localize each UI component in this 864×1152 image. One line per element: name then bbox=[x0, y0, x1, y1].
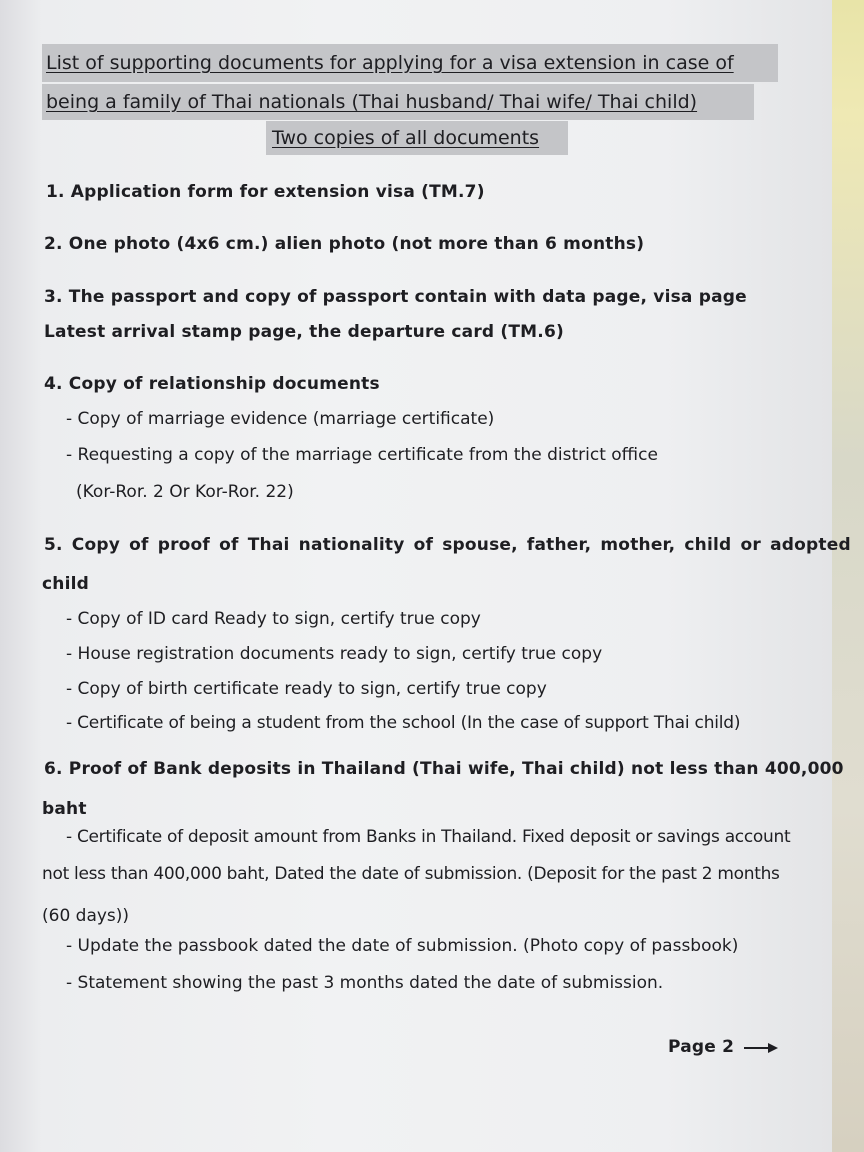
item-3-line-2: Latest arrival stamp page, the departure card (TM.6) bbox=[44, 322, 564, 342]
item-5-sub-3: - Copy of birth certificate ready to sign, certify true copy bbox=[66, 679, 547, 699]
item-4-sub-2-cont: (Kor-Ror. 2 Or Kor-Ror. 22) bbox=[76, 482, 294, 502]
item-2: 2. One photo (4x6 cm.) alien photo (not more than 6 months) bbox=[44, 234, 645, 254]
item-6-heading-line-2: baht bbox=[42, 799, 87, 819]
item-6-sub-3: - Statement showing the past 3 months dated the date of submission. bbox=[66, 973, 664, 993]
item-6-sub-1-line-1: - Certificate of deposit amount from Banks in Thailand. Fixed deposit or savings account bbox=[66, 827, 791, 847]
item-5-sub-2: - House registration documents ready to sign, certify true copy bbox=[66, 644, 603, 664]
item-6-sub-1-line-3: (60 days)) bbox=[42, 906, 130, 926]
item-4-heading: 4. Copy of relationship documents bbox=[44, 374, 380, 394]
item-5-heading-line-2: child bbox=[42, 574, 90, 594]
item-4-sub-2: - Requesting a copy of the marriage certificate from the district office bbox=[66, 445, 658, 465]
title-line-2: being a family of Thai nationals (Thai husband/ Thai wife/ Thai child) bbox=[46, 91, 698, 113]
item-5-heading-line-1: 5. Copy of proof of Thai nationality of spouse, father, mother, child or adopted bbox=[44, 535, 851, 555]
item-5-sub-1: - Copy of ID card Ready to sign, certify true copy bbox=[66, 609, 481, 629]
item-5-sub-4: - Certificate of being a student from the school (In the case of support Thai child) bbox=[66, 713, 741, 733]
item-4-sub-1: - Copy of marriage evidence (marriage certificate) bbox=[66, 409, 495, 429]
item-3-line-1: 3. The passport and copy of passport contain with data page, visa page bbox=[44, 287, 747, 307]
subtitle: Two copies of all documents bbox=[272, 127, 540, 149]
item-6-sub-1-line-2: not less than 400,000 baht, Dated the date of submission. (Deposit for the past 2 months bbox=[42, 864, 780, 884]
page-number: Page 2 bbox=[668, 1037, 735, 1057]
title-line-1: List of supporting documents for applying for a visa extension in case of bbox=[46, 52, 734, 74]
right-arrow-icon bbox=[744, 1041, 778, 1055]
item-6-sub-2: - Update the passbook dated the date of submission. (Photo copy of passbook) bbox=[66, 936, 739, 956]
item-6-heading-line-1: 6. Proof of Bank deposits in Thailand (Thai wife, Thai child) not less than 400,000 bbox=[44, 759, 844, 779]
item-1: 1. Application form for extension visa (TM.7) bbox=[46, 182, 485, 202]
